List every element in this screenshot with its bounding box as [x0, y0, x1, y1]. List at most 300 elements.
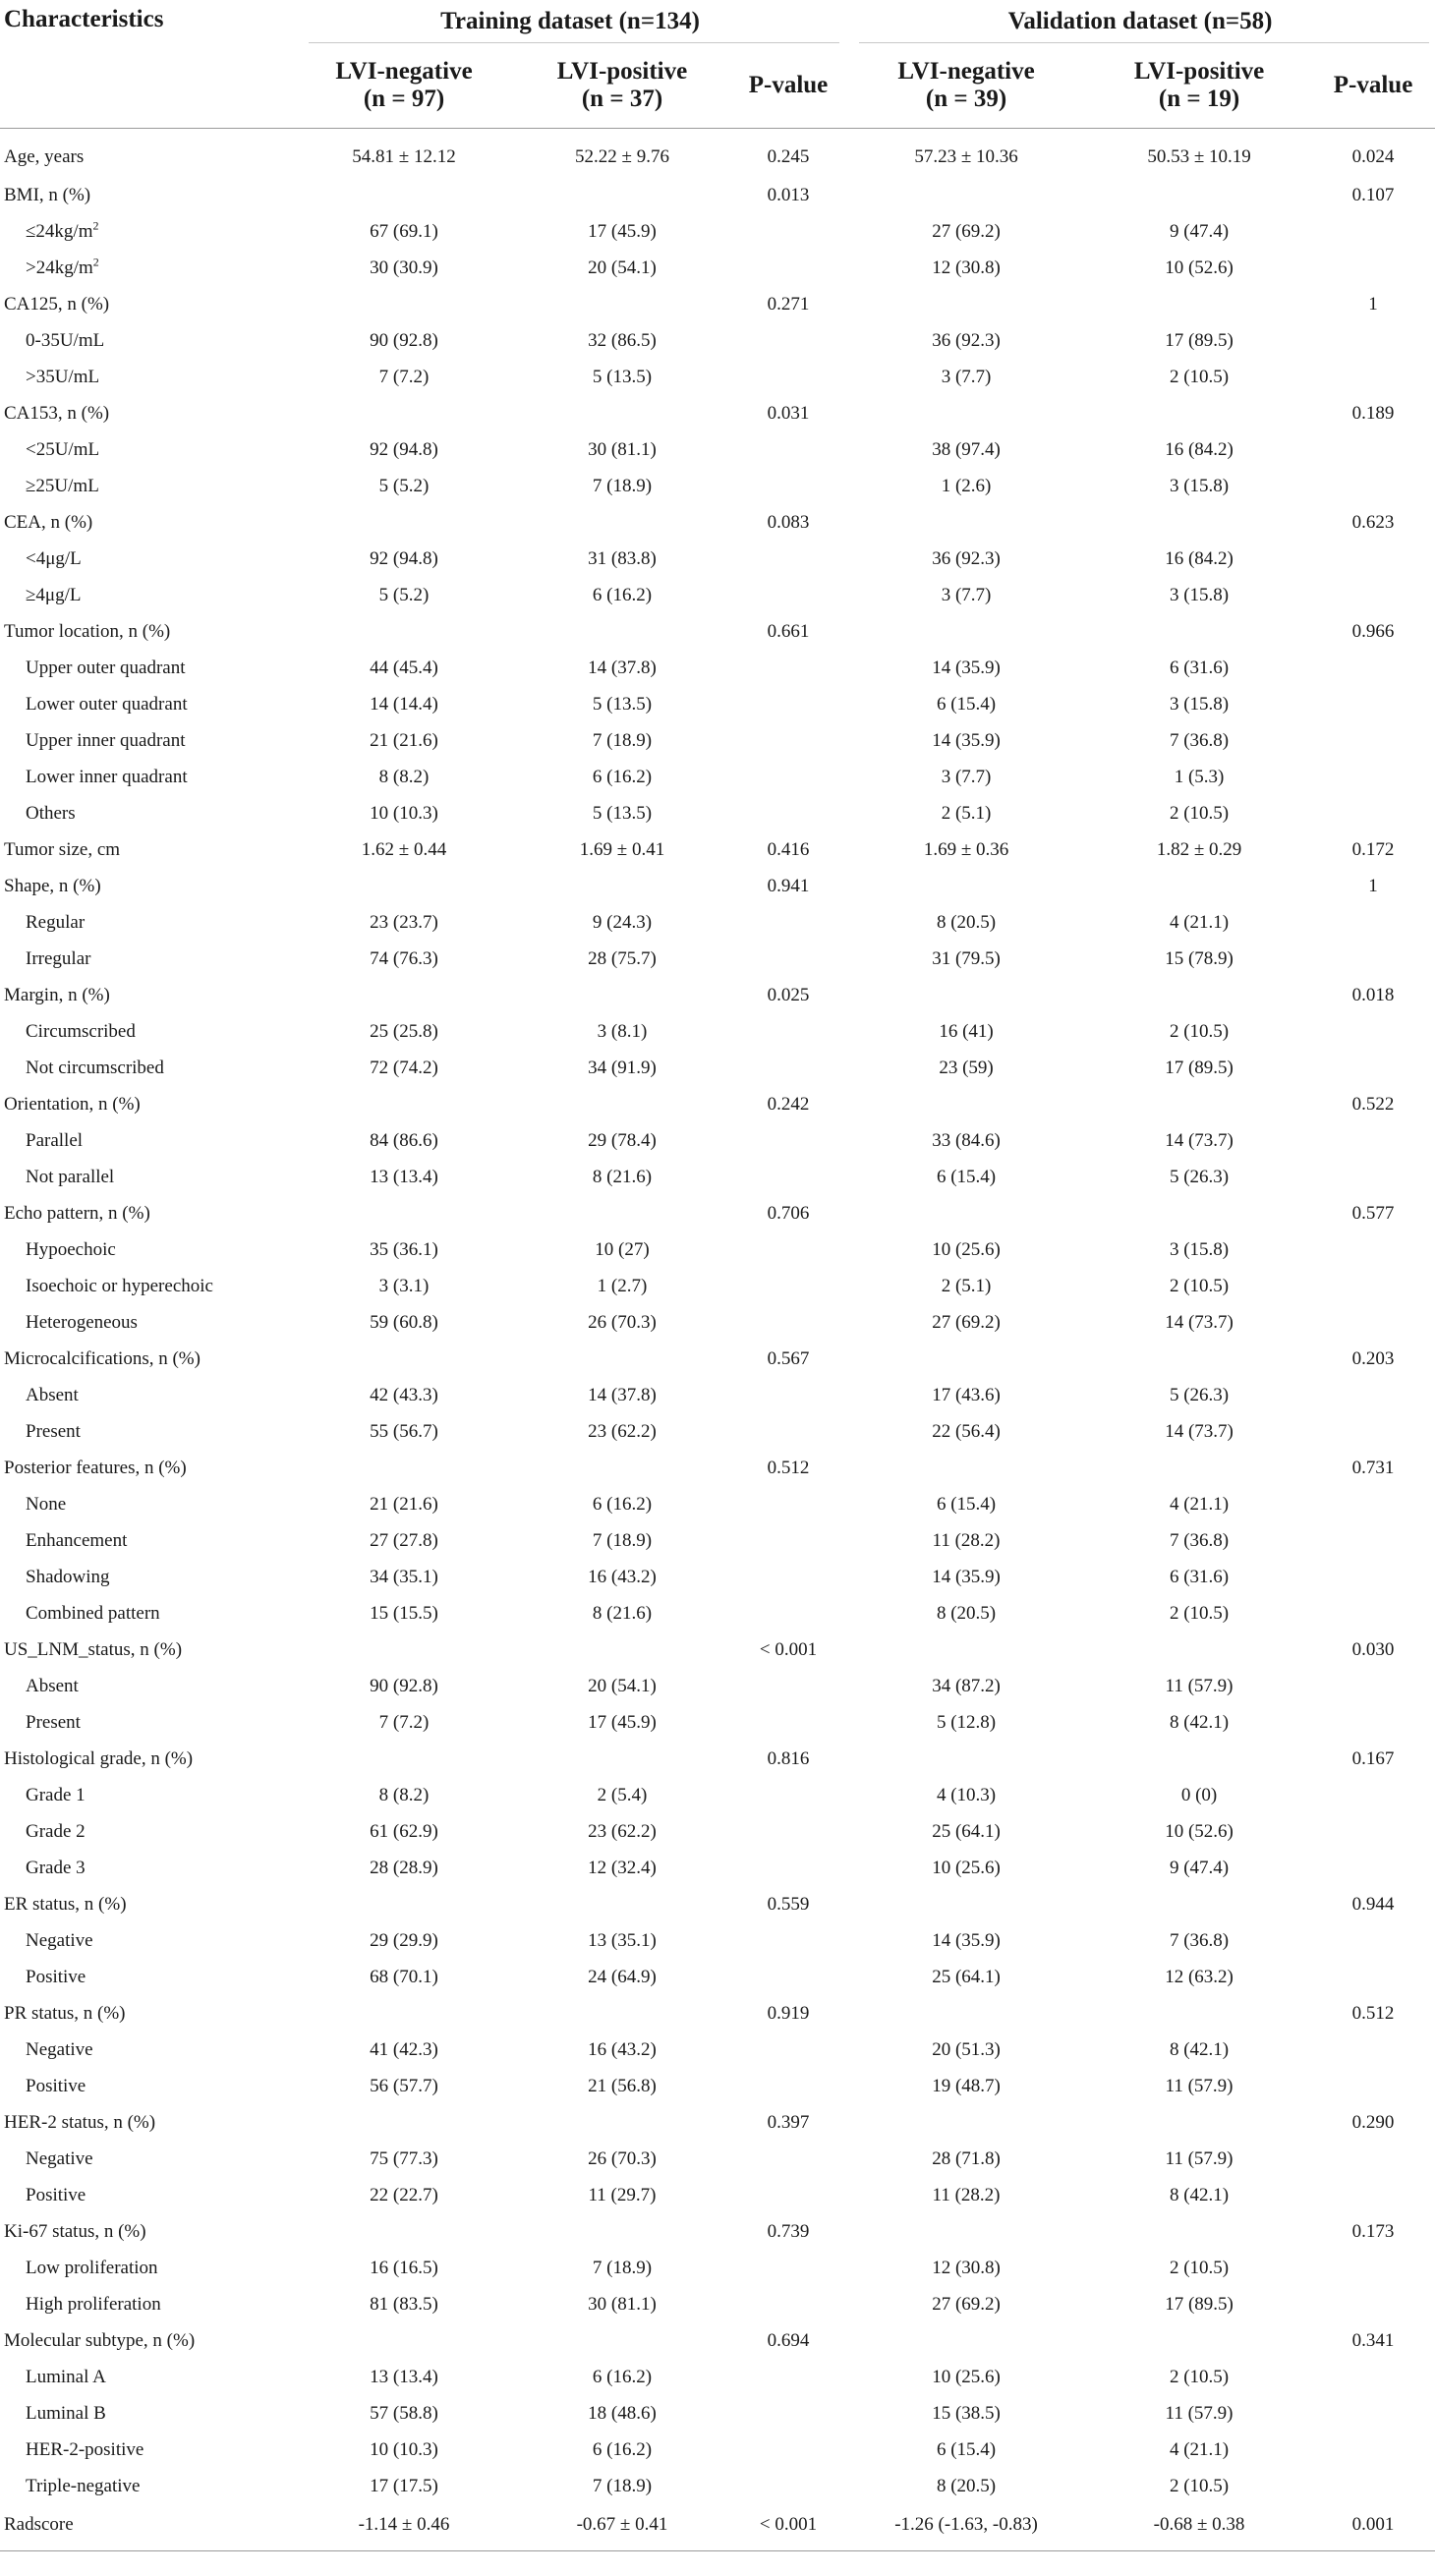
val-p-value-cell	[1311, 1050, 1435, 1086]
train-p-value-cell	[731, 2468, 845, 2504]
table-row	[0, 1813, 1435, 1850]
val-p-value-cell	[1311, 2032, 1435, 2068]
row-label-text: ≥25U/mL	[26, 475, 99, 496]
train-p-value-cell	[731, 1377, 845, 1413]
train-p-value-cell: 0.245	[767, 145, 810, 167]
train-lvi-positive-cell: 34 (91.9)	[588, 1057, 657, 1078]
train-p-value-cell	[731, 577, 845, 613]
category-label	[0, 1013, 295, 1050]
variable-label	[0, 1341, 295, 1377]
train-lvi-negative-cell: 15 (15.5)	[370, 1602, 438, 1624]
table-row	[0, 1886, 1435, 1922]
train-p-value-cell	[731, 213, 845, 250]
val-lvi-negative-cell: 6 (15.4)	[936, 1166, 997, 1187]
val-lvi-negative-cell	[845, 177, 1087, 213]
train-lvi-negative-cell	[295, 1995, 513, 2032]
val-lvi-positive-cell: 6 (31.6)	[1169, 657, 1230, 678]
table-row	[0, 795, 1435, 831]
row-label-text: Negative	[26, 1929, 93, 1951]
val-lvi-positive-cell: 8 (42.1)	[1169, 1711, 1230, 1733]
val-lvi-positive-cell: 6 (31.6)	[1169, 1566, 1230, 1587]
row-label-text: PR status, n (%)	[4, 2002, 126, 2024]
table-row	[0, 2432, 1435, 2468]
val-p-value-cell: 0.290	[1351, 2111, 1395, 2133]
val-lvi-negative-cell: 25 (64.1)	[932, 1966, 1001, 1987]
val-p-value-cell	[1311, 1159, 1435, 1195]
val-lvi-positive-cell: 5 (26.3)	[1169, 1166, 1230, 1187]
train-lvi-positive-cell: 1 (2.7)	[597, 1275, 648, 1296]
val-lvi-negative-cell: 34 (87.2)	[932, 1675, 1001, 1696]
train-p-value-cell: 0.031	[767, 402, 810, 424]
category-label	[0, 1413, 295, 1450]
train-lvi-negative-cell: 30 (30.9)	[370, 257, 438, 278]
train-lvi-negative-cell	[295, 868, 513, 904]
category-label	[0, 1522, 295, 1559]
row-label-text: Grade 2	[26, 1820, 86, 1842]
train-lvi-negative-cell: 54.81 ± 12.12	[352, 145, 456, 167]
train-p-value-cell	[731, 1050, 845, 1086]
val-lvi-positive-cell	[1087, 1631, 1311, 1668]
table-row	[0, 1159, 1435, 1195]
train-p-value-cell: 0.706	[767, 1202, 810, 1224]
val-lvi-positive-cell: 2 (10.5)	[1169, 2257, 1230, 2278]
train-lvi-negative-cell: 14 (14.4)	[370, 693, 438, 715]
train-lvi-positive-cell	[513, 1995, 731, 2032]
category-label	[0, 1595, 295, 1631]
table-row	[0, 2359, 1435, 2395]
table-row	[0, 2395, 1435, 2432]
val-lvi-positive-cell: 17 (89.5)	[1165, 1057, 1234, 1078]
table-row	[0, 359, 1435, 395]
table-row	[0, 1413, 1435, 1450]
val-lvi-negative-cell: 10 (25.6)	[932, 1857, 1001, 1878]
train-p-value-cell	[731, 1159, 845, 1195]
train-lvi-positive-cell: 6 (16.2)	[592, 1493, 653, 1515]
val-lvi-positive-cell: 11 (57.9)	[1165, 2075, 1234, 2096]
val-lvi-negative-cell: 36 (92.3)	[932, 547, 1001, 569]
val-lvi-negative-cell: 8 (20.5)	[936, 911, 997, 933]
val-p-value-cell	[1311, 541, 1435, 577]
variable-label	[0, 1995, 295, 2032]
row-label-text: Not parallel	[26, 1166, 115, 1187]
val-lvi-negative-cell	[845, 977, 1087, 1013]
train-lvi-negative-cell	[295, 1195, 513, 1231]
row-label-text: ≥4μg/L	[26, 584, 82, 605]
val-lvi-positive-cell: 3 (15.8)	[1169, 693, 1230, 715]
category-label	[0, 2032, 295, 2068]
val-lvi-negative-cell: 2 (5.1)	[941, 802, 992, 824]
val-lvi-positive-cell	[1087, 1086, 1311, 1122]
val-lvi-positive-cell: 11 (57.9)	[1165, 1675, 1234, 1696]
category-label	[0, 1122, 295, 1159]
variable-label	[0, 1886, 295, 1922]
category-label	[0, 2068, 295, 2104]
train-lvi-positive-cell: 12 (32.4)	[588, 1857, 657, 1878]
val-p-value-cell	[1311, 1413, 1435, 1450]
table-row	[0, 1741, 1435, 1777]
row-label-text: Orientation, n (%)	[4, 1093, 141, 1115]
train-p-value-cell	[731, 1268, 845, 1304]
table-row	[0, 2468, 1435, 2504]
row-label-text: Positive	[26, 2075, 86, 2096]
train-lvi-negative-cell	[295, 504, 513, 541]
train-p-value-cell	[731, 941, 845, 977]
train-lvi-negative-cell	[295, 1086, 513, 1122]
category-label	[0, 1231, 295, 1268]
table-row	[0, 286, 1435, 322]
variable-label	[0, 613, 295, 650]
train-lvi-negative-cell: 5 (5.2)	[378, 584, 430, 605]
table-row	[0, 431, 1435, 468]
val-p-value-cell: 0.341	[1351, 2329, 1395, 2351]
train-p-value-cell	[731, 1304, 845, 1341]
val-lvi-positive-cell: 10 (52.6)	[1165, 257, 1234, 278]
row-label-text: Parallel	[26, 1129, 84, 1151]
train-lvi-negative-cell	[295, 1631, 513, 1668]
row-label-text: Tumor location, n (%)	[4, 620, 171, 642]
train-lvi-negative-cell: 22 (22.7)	[370, 2184, 438, 2205]
train-lvi-positive-cell	[513, 1886, 731, 1922]
val-lvi-negative-cell: 6 (15.4)	[936, 2438, 997, 2460]
val-lvi-positive-cell: 9 (47.4)	[1169, 220, 1230, 242]
train-lvi-positive-cell: 7 (18.9)	[592, 2475, 653, 2496]
train-lvi-positive-cell	[513, 613, 731, 650]
variable-label	[0, 177, 295, 213]
val-lvi-negative-cell: 4 (10.3)	[936, 1784, 997, 1805]
train-neg-count: (n = 97)	[363, 86, 445, 112]
val-lvi-negative-cell: 14 (35.9)	[932, 657, 1001, 678]
val-lvi-positive-cell	[1087, 395, 1311, 431]
train-lvi-negative-cell	[295, 1886, 513, 1922]
variable-label	[0, 395, 295, 431]
val-lvi-positive-header	[1087, 43, 1311, 129]
table-row	[0, 1450, 1435, 1486]
val-pos-count: (n = 19)	[1158, 86, 1240, 112]
train-p-value-cell: 0.271	[767, 293, 810, 315]
train-p-value-cell	[731, 686, 845, 722]
val-lvi-negative-cell: 1.69 ± 0.36	[923, 838, 1009, 860]
train-lvi-negative-cell: 13 (13.4)	[370, 1166, 438, 1187]
val-p-value-cell	[1311, 250, 1435, 286]
val-p-value-cell: 1	[1368, 875, 1378, 896]
train-lvi-positive-cell	[513, 1450, 731, 1486]
val-lvi-positive-cell: 17 (89.5)	[1165, 2293, 1234, 2315]
row-label-text: Not circumscribed	[26, 1057, 164, 1078]
row-label-text: Shape, n (%)	[4, 875, 101, 896]
train-p-value-cell	[731, 250, 845, 286]
table-row	[0, 1486, 1435, 1522]
validation-group-header	[845, 0, 1435, 43]
train-lvi-positive-cell: 18 (48.6)	[588, 2402, 657, 2424]
train-lvi-negative-cell: 72 (74.2)	[370, 1057, 438, 1078]
table-row	[0, 1195, 1435, 1231]
val-p-value-cell: 0.107	[1351, 184, 1395, 205]
train-lvi-positive-cell: 17 (45.9)	[588, 1711, 657, 1733]
train-lvi-positive-cell: 6 (16.2)	[592, 766, 653, 787]
train-lvi-negative-cell: 35 (36.1)	[370, 1238, 438, 1260]
category-label	[0, 1304, 295, 1341]
category-label	[0, 1813, 295, 1850]
val-lvi-negative-cell: 12 (30.8)	[932, 2257, 1001, 2278]
val-lvi-positive-cell: -0.68 ± 0.38	[1153, 2513, 1245, 2535]
header-row-groups	[0, 0, 1435, 43]
row-label-text: >35U/mL	[26, 366, 100, 387]
val-lvi-negative-cell: 31 (79.5)	[932, 947, 1001, 969]
row-label-text: <4μg/L	[26, 547, 82, 569]
train-lvi-positive-cell	[513, 504, 731, 541]
row-label-text: Negative	[26, 2038, 93, 2060]
val-lvi-negative-cell	[845, 286, 1087, 322]
row-label-text: Margin, n (%)	[4, 984, 110, 1005]
train-lvi-positive-cell: 6 (16.2)	[592, 584, 653, 605]
val-p-value-cell	[1311, 1559, 1435, 1595]
val-lvi-negative-cell: 6 (15.4)	[936, 1493, 997, 1515]
val-lvi-negative-cell	[845, 1086, 1087, 1122]
train-lvi-positive-cell: 23 (62.2)	[588, 1820, 657, 1842]
train-lvi-positive-header	[513, 43, 731, 129]
table-header	[0, 0, 1435, 129]
train-p-value-header: P-value	[748, 72, 829, 98]
train-lvi-negative-cell: 84 (86.6)	[370, 1129, 438, 1151]
train-lvi-positive-cell: 14 (37.8)	[588, 657, 657, 678]
train-lvi-positive-cell: 16 (43.2)	[588, 1566, 657, 1587]
train-p-value-cell	[731, 2432, 845, 2468]
train-p-value-cell	[731, 1850, 845, 1886]
table-row	[0, 650, 1435, 686]
train-lvi-positive-cell	[513, 286, 731, 322]
train-lvi-positive-cell: -0.67 ± 0.41	[576, 2513, 668, 2535]
val-p-value-cell	[1311, 1959, 1435, 1995]
val-lvi-negative-cell: 8 (20.5)	[936, 1602, 997, 1624]
val-p-value-cell: 0.577	[1351, 1202, 1395, 1224]
category-label	[0, 541, 295, 577]
train-p-value-cell	[731, 541, 845, 577]
table-row	[0, 250, 1435, 286]
train-p-value-cell: 0.739	[767, 2220, 810, 2242]
row-label-text: Upper outer quadrant	[26, 657, 186, 678]
category-label	[0, 322, 295, 359]
row-label-text: Negative	[26, 2147, 93, 2169]
characteristics-header: Characteristics	[4, 6, 164, 32]
val-lvi-positive-cell: 4 (21.1)	[1169, 2438, 1230, 2460]
category-label	[0, 577, 295, 613]
train-p-value-cell	[731, 1413, 845, 1450]
val-lvi-negative-cell: 10 (25.6)	[932, 2366, 1001, 2387]
val-lvi-positive-cell: 11 (57.9)	[1165, 2147, 1234, 2169]
row-label-text: Isoechoic or hyperechoic	[26, 1275, 213, 1296]
train-p-value-cell	[731, 2395, 845, 2432]
variable-label	[0, 1086, 295, 1122]
row-label-text: Triple-negative	[26, 2475, 141, 2496]
table-row	[0, 1959, 1435, 1995]
train-p-value-cell	[731, 759, 845, 795]
val-lvi-negative-cell	[845, 1741, 1087, 1777]
train-lvi-positive-cell: 17 (45.9)	[588, 220, 657, 242]
category-label	[0, 359, 295, 395]
val-lvi-negative-cell	[845, 1450, 1087, 1486]
train-p-value-cell: 0.694	[767, 2329, 810, 2351]
train-lvi-negative-cell: 34 (35.1)	[370, 1566, 438, 1587]
train-lvi-negative-cell: 17 (17.5)	[370, 2475, 438, 2496]
variable-label	[0, 977, 295, 1013]
train-lvi-positive-cell: 31 (83.8)	[588, 547, 657, 569]
train-lvi-negative-cell	[295, 2322, 513, 2359]
table-row	[0, 1231, 1435, 1268]
category-label	[0, 1559, 295, 1595]
val-p-value-cell	[1311, 2359, 1435, 2395]
train-lvi-positive-cell: 24 (64.9)	[588, 1966, 657, 1987]
train-lvi-positive-cell: 16 (43.2)	[588, 2038, 657, 2060]
train-lvi-negative-cell: 42 (43.3)	[370, 1384, 438, 1405]
val-lvi-negative-cell: 57.23 ± 10.36	[914, 145, 1018, 167]
table-row	[0, 1777, 1435, 1813]
row-label-text: CA125, n (%)	[4, 293, 110, 315]
train-p-value-cell	[731, 1231, 845, 1268]
validation-group-title: Validation dataset (n=58)	[1007, 8, 1273, 34]
val-p-value-cell	[1311, 2286, 1435, 2322]
table-row	[0, 2068, 1435, 2104]
val-p-value-cell	[1311, 2177, 1435, 2213]
train-p-value-cell: 0.242	[767, 1093, 810, 1115]
category-label	[0, 2286, 295, 2322]
table-row	[0, 395, 1435, 431]
train-p-value-cell	[731, 1559, 845, 1595]
val-lvi-positive-cell	[1087, 286, 1311, 322]
variable-label	[0, 129, 295, 178]
row-label-text: Upper inner quadrant	[26, 729, 186, 751]
val-p-value-cell	[1311, 2068, 1435, 2104]
val-lvi-negative-cell: 36 (92.3)	[932, 329, 1001, 351]
table-row	[0, 2104, 1435, 2141]
val-lvi-negative-cell	[845, 1631, 1087, 1668]
val-lvi-negative-cell: 27 (69.2)	[932, 1311, 1001, 1333]
train-lvi-positive-cell: 28 (75.7)	[588, 947, 657, 969]
row-label-text: Posterior features, n (%)	[4, 1457, 187, 1478]
table-row	[0, 1522, 1435, 1559]
train-lvi-positive-cell	[513, 1195, 731, 1231]
val-lvi-positive-cell: 2 (10.5)	[1169, 802, 1230, 824]
category-label	[0, 213, 295, 250]
train-p-value-cell	[731, 650, 845, 686]
val-lvi-positive-cell	[1087, 1341, 1311, 1377]
train-lvi-negative-cell	[295, 1450, 513, 1486]
table-row	[0, 941, 1435, 977]
val-p-value-cell	[1311, 468, 1435, 504]
train-lvi-negative-cell: 59 (60.8)	[370, 1311, 438, 1333]
val-lvi-positive-cell: 1.82 ± 0.29	[1156, 838, 1242, 860]
val-lvi-negative-cell: 6 (15.4)	[936, 693, 997, 715]
train-lvi-positive-cell: 29 (78.4)	[588, 1129, 657, 1151]
val-lvi-positive-cell: 5 (26.3)	[1169, 1384, 1230, 1405]
category-label	[0, 1159, 295, 1195]
train-lvi-negative-cell: 16 (16.5)	[370, 2257, 438, 2278]
table-row	[0, 613, 1435, 650]
row-label-text: Ki-67 status, n (%)	[4, 2220, 146, 2242]
train-p-value-cell	[731, 1777, 845, 1813]
table-row	[0, 831, 1435, 868]
train-p-value-cell	[731, 322, 845, 359]
row-label-text: >24kg/m	[26, 257, 93, 278]
val-p-value-cell	[1311, 722, 1435, 759]
train-lvi-negative-cell: 28 (28.9)	[370, 1857, 438, 1878]
variable-label	[0, 831, 295, 868]
train-p-value-cell: 0.567	[767, 1347, 810, 1369]
val-lvi-positive-cell: 14 (73.7)	[1165, 1311, 1234, 1333]
train-lvi-positive-cell: 20 (54.1)	[588, 257, 657, 278]
val-p-value-cell	[1311, 2395, 1435, 2432]
train-lvi-negative-cell: 7 (7.2)	[378, 1711, 430, 1733]
train-p-value-cell	[731, 1704, 845, 1741]
train-p-value-cell: 0.816	[767, 1747, 810, 1769]
table-row	[0, 322, 1435, 359]
train-p-value-cell	[731, 1595, 845, 1631]
train-p-value-cell	[731, 431, 845, 468]
train-lvi-positive-cell: 9 (24.3)	[592, 911, 653, 933]
row-label-text: Tumor size, cm	[4, 838, 121, 860]
train-p-value-cell	[731, 1813, 845, 1850]
category-label	[0, 468, 295, 504]
category-label	[0, 2250, 295, 2286]
val-lvi-negative-cell: 12 (30.8)	[932, 257, 1001, 278]
val-lvi-positive-cell: 11 (57.9)	[1165, 2402, 1234, 2424]
variable-label	[0, 1195, 295, 1231]
train-lvi-negative-cell: 57 (58.8)	[370, 2402, 438, 2424]
val-lvi-positive-cell: 4 (21.1)	[1169, 1493, 1230, 1515]
train-p-value-cell	[731, 359, 845, 395]
train-lvi-positive-cell: 14 (37.8)	[588, 1384, 657, 1405]
category-label	[0, 686, 295, 722]
val-p-value-cell	[1311, 759, 1435, 795]
row-label-text: Present	[26, 1420, 81, 1442]
train-lvi-positive-cell: 52.22 ± 9.76	[575, 145, 669, 167]
row-label-text: 0-35U/mL	[26, 329, 105, 351]
val-lvi-negative-cell: 14 (35.9)	[932, 1566, 1001, 1587]
train-lvi-negative-cell: 90 (92.8)	[370, 1675, 438, 1696]
training-group-header	[295, 0, 845, 43]
val-lvi-positive-cell: 9 (47.4)	[1169, 1857, 1230, 1878]
table-row	[0, 1086, 1435, 1122]
train-lvi-negative-cell: 7 (7.2)	[378, 366, 430, 387]
val-lvi-positive-cell: 2 (10.5)	[1169, 1275, 1230, 1296]
train-lvi-positive-cell: 3 (8.1)	[597, 1020, 648, 1042]
train-lvi-positive-cell	[513, 1341, 731, 1377]
train-lvi-negative-cell: 56 (57.7)	[370, 2075, 438, 2096]
val-p-value-cell	[1311, 1268, 1435, 1304]
val-p-value-cell: 0.522	[1351, 1093, 1395, 1115]
train-lvi-positive-cell: 32 (86.5)	[588, 329, 657, 351]
table-row	[0, 1377, 1435, 1413]
row-label-text: ER status, n (%)	[4, 1893, 127, 1915]
train-lvi-positive-cell: 11 (29.7)	[588, 2184, 657, 2205]
train-p-value-cell	[731, 1522, 845, 1559]
table-row	[0, 1304, 1435, 1341]
val-lvi-positive-cell: 7 (36.8)	[1169, 1929, 1230, 1951]
row-label-text: Absent	[26, 1384, 79, 1405]
train-p-value-cell: < 0.001	[759, 1638, 818, 1660]
train-lvi-negative-cell: 10 (10.3)	[370, 802, 438, 824]
train-lvi-positive-cell	[513, 2213, 731, 2250]
table-row	[0, 1850, 1435, 1886]
train-lvi-negative-cell: 68 (70.1)	[370, 1966, 438, 1987]
category-label	[0, 1668, 295, 1704]
row-label-text: BMI, n (%)	[4, 184, 91, 205]
train-lvi-negative-cell	[295, 613, 513, 650]
val-lvi-negative-cell: 3 (7.7)	[941, 766, 992, 787]
train-lvi-positive-cell: 2 (5.4)	[597, 1784, 648, 1805]
val-p-value-cell	[1311, 1704, 1435, 1741]
val-lvi-negative-cell: 19 (48.7)	[932, 2075, 1001, 2096]
category-label	[0, 1377, 295, 1413]
